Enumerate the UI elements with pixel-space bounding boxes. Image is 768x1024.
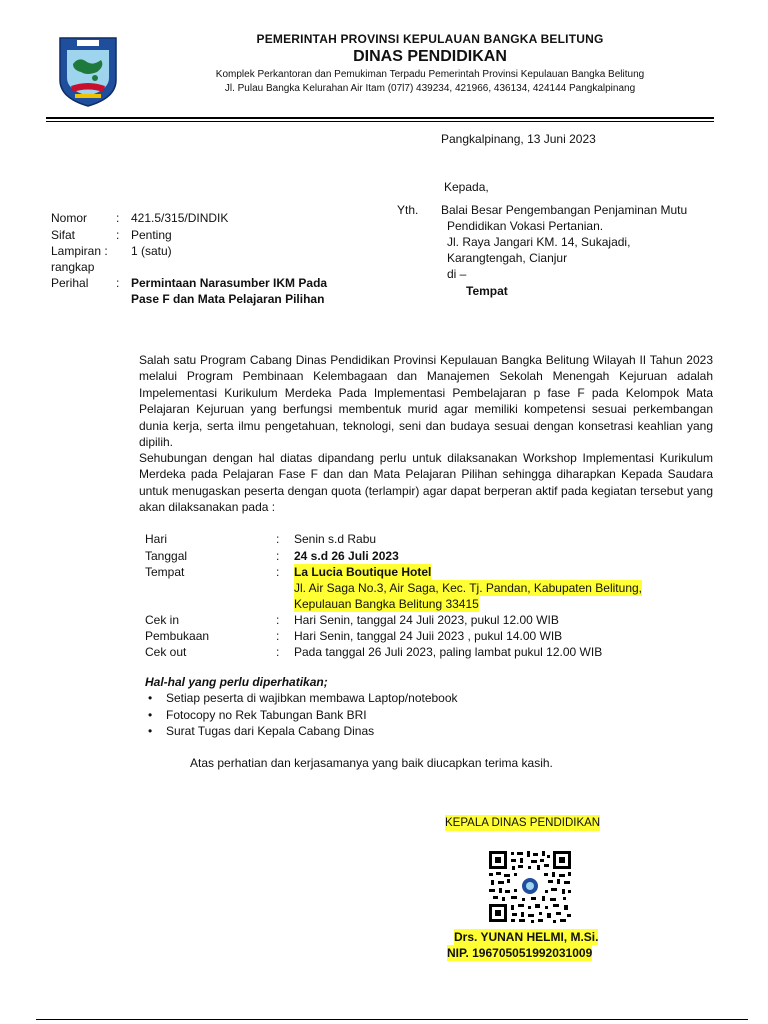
hari-value: Senin s.d Rabu xyxy=(294,532,377,546)
recipient-kepada: Kepada, xyxy=(444,180,489,194)
gov-name: PEMERINTAH PROVINSI KEPULAUAN BANGKA BELITUNG xyxy=(256,32,604,46)
list-item: • Surat Tugas dari Kepala Cabang Dinas xyxy=(144,723,664,740)
footer-rule xyxy=(36,1019,748,1020)
nomor-label: Nomor xyxy=(51,211,88,225)
signature-name: Drs. YUNAN HELMI, M.Si. xyxy=(454,930,599,944)
list-item: • Fotocopy no Rek Tabungan Bank BRI xyxy=(144,707,664,724)
checkin-colon: : xyxy=(276,613,280,627)
tempat-value-2: Jl. Air Saga No.3, Air Saga, Kec. Tj. Pandan, Kabupaten Belitung, xyxy=(294,581,642,595)
pembukaan-label: Pembukaan xyxy=(145,629,210,643)
checkout-value: Pada tanggal 26 Juli 2023, paling lambat pukul 12.00 WIB xyxy=(294,645,603,659)
tanggal-colon: : xyxy=(276,549,280,563)
recipient-yth: Yth. xyxy=(397,203,419,217)
office-address-2: Jl. Pulau Bangka Kelurahan Air Itam (07l7) 439234, 421966, 436134, 424144 Pangkalpinang xyxy=(224,83,636,94)
notes-list xyxy=(144,690,664,740)
tempat-value-1: La Lucia Boutique Hotel xyxy=(294,565,432,579)
letterhead-rule xyxy=(46,117,714,119)
tanggal-value: 24 s.d 26 Juli 2023 xyxy=(294,549,399,563)
letter-date: Pangkalpinang, 13 Juni 2023 xyxy=(441,132,596,146)
closing-text: Atas perhatian dan kerjasamanya yang baik diucapkan terima kasih. xyxy=(190,756,553,770)
letterhead-rule-thin xyxy=(46,121,714,122)
office-name: DINAS PENDIDIKAN xyxy=(353,48,507,65)
checkout-colon: : xyxy=(276,645,280,659)
province-crest-icon xyxy=(57,36,119,108)
sifat-colon: : xyxy=(116,228,120,242)
perihal-colon: : xyxy=(116,276,120,290)
body-paragraph-2: Sehubungan dengan hal diatas dipandang perlu untuk dilaksanakan Workshop Implementasi Kurikulum Merdeka pada Pelajaran Fase F dan dan Mata Pelajaran Pilihan sehingga diharapkan Kepada Saudara untuk menugaskan peserta dengan quota (terlampir) agar dapat berperan aktif pada kegiatan tersebut yang akan dilaksanakan pada : xyxy=(139,451,713,515)
perihal-value-1: Permintaan Narasumber IKM Pada xyxy=(131,276,328,290)
tanggal-label: Tanggal xyxy=(145,549,188,563)
tempat-colon: : xyxy=(276,565,280,579)
perihal-value-2: Pase F dan Mata Pelajaran Pilihan xyxy=(131,292,325,306)
nomor-colon: : xyxy=(116,211,120,225)
pembukaan-colon: : xyxy=(276,629,280,643)
recipient-line-3: Jl. Raya Jangari KM. 14, Sukajadi, xyxy=(447,235,631,249)
body-paragraph-1: Salah satu Program Cabang Dinas Pendidikan Provinsi Kepulauan Bangka Belitung Wilayah II Tahun 2023 melalui Program Pembinaan Kelembagaan dan Manajemen Sekolah Menengah Kejuruan adalah Impelementasi Kurikulum Merdeka Pada Implementasi Pembelajaran p fase F pada Kelompok Mata Pelajaran Kejuruan yang berfungsi membentuk murid agar memiliki kompetensi sesuai perkembangan dunia kerja, serta ilmu pengetahuan, teknologi, seni dan budaya sesuai dengan konsetrasi keahlian yang dipilih. xyxy=(139,353,713,450)
tempat-value-3: Kepulauan Bangka Belitung 33415 xyxy=(294,597,479,611)
perihal-label: Perihal xyxy=(51,276,89,290)
checkin-value: Hari Senin, tanggal 24 Juli 2023, pukul 12.00 WIB xyxy=(294,613,559,627)
signature-nip: NIP. 196705051992031009 xyxy=(447,946,593,960)
recipient-line-2: Pendidikan Vokasi Pertanian. xyxy=(447,219,604,233)
tempat-label: Tempat xyxy=(145,565,185,579)
checkin-label: Cek in xyxy=(145,613,180,627)
notes-heading: Hal-hal yang perlu diperhatikan; xyxy=(145,675,328,689)
sifat-value: Penting xyxy=(131,228,172,242)
pembukaan-value: Hari Senin, tanggal 24 Juii 2023 , pukul 14.00 WIB xyxy=(294,629,563,643)
recipient-line-4: Karangtengah, Cianjur xyxy=(447,251,568,265)
nomor-value: 421.5/315/DINDIK xyxy=(131,211,229,225)
signature-title: KEPALA DINAS PENDIDIKAN xyxy=(445,817,601,829)
recipient-di: di – xyxy=(447,267,467,281)
sifat-label: Sifat xyxy=(51,228,76,242)
recipient-line-1: Balai Besar Pengembangan Penjaminan Mutu xyxy=(441,203,688,217)
lampiran-label: Lampiran : xyxy=(51,244,108,258)
recipient-tempat: Tempat xyxy=(466,284,508,298)
checkout-label: Cek out xyxy=(145,645,187,659)
list-item: • Setiap peserta di wajibkan membawa Laptop/notebook xyxy=(144,690,664,707)
qr-code-icon xyxy=(487,849,573,924)
hari-colon: : xyxy=(276,532,280,546)
lampiran-value: 1 (satu) xyxy=(131,244,172,258)
office-address-1: Komplek Perkantoran dan Pemukiman Terpadu Pemerintah Provinsi Kepulauan Bangka Belitung xyxy=(215,69,645,80)
lampiran-label-2: rangkap xyxy=(51,260,95,274)
hari-label: Hari xyxy=(145,532,168,546)
